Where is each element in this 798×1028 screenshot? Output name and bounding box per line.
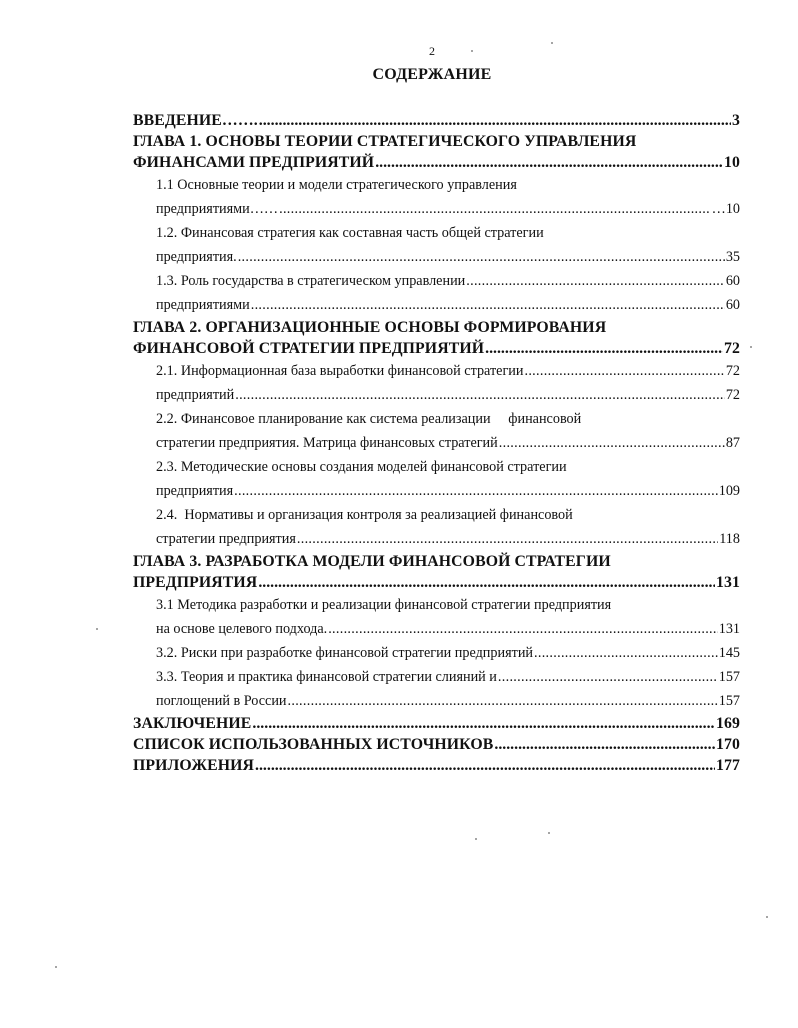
toc-line <box>156 527 740 551</box>
scan-speck <box>55 966 57 968</box>
toc-entry-title: предприятий <box>156 387 235 403</box>
toc-line <box>156 383 740 407</box>
toc-entry-title: предприятиями <box>156 297 250 313</box>
toc-line <box>156 665 740 689</box>
toc-page-number: 131 <box>718 621 740 637</box>
toc-entry-section-2-4[interactable] <box>133 503 740 551</box>
dot-leader <box>234 479 718 503</box>
toc-line <box>133 572 740 593</box>
toc-page-number: 118 <box>719 531 740 547</box>
toc-entry-section-1-2[interactable] <box>133 221 740 269</box>
page-title: СОДЕРЖАНИЕ <box>372 66 492 83</box>
toc-entry-section-3-3[interactable] <box>133 665 740 713</box>
scan-speck <box>766 916 768 918</box>
scan-speck <box>750 346 752 348</box>
toc-entry-title: ВВЕДЕНИЕ……. <box>133 112 258 129</box>
toc-page-number: 3 <box>732 112 740 129</box>
toc-line <box>133 734 740 755</box>
dot-leader <box>494 734 715 755</box>
toc-line <box>156 245 740 269</box>
toc-page-number: 157 <box>718 669 740 685</box>
dot-leader <box>235 383 725 407</box>
toc-line <box>156 293 740 317</box>
toc-line <box>133 338 740 359</box>
toc-line <box>133 152 740 173</box>
toc-page-number: …10 <box>711 201 740 217</box>
toc-entry-title: 2.1. Информационная база выработки финансовой стратегии <box>156 363 524 379</box>
dot-leader <box>466 269 725 293</box>
toc-entry-title: 3.3. Теория и практика финансовой стратегии слияний и <box>156 669 497 685</box>
toc-entry-title: 3.2. Риски при разработке финансовой стратегии предприятий <box>156 645 534 661</box>
dot-leader <box>524 359 724 383</box>
dot-leader <box>251 293 725 317</box>
dot-leader <box>259 110 731 131</box>
toc-entry-title: на основе целевого подхода. <box>156 621 328 637</box>
toc-entry-title: поглощений в России <box>156 693 287 709</box>
toc-page-number: 87 <box>725 435 740 451</box>
scan-speck <box>475 838 477 840</box>
toc-entry-title: СПИСОК ИСПОЛЬЗОВАННЫХ ИСТОЧНИКОВ <box>133 736 494 753</box>
toc-page-number: 145 <box>718 645 740 661</box>
toc-line <box>156 641 740 665</box>
dot-leader <box>328 617 718 641</box>
toc-entry-section-3-2[interactable] <box>133 641 740 665</box>
toc-entry-appendices[interactable] <box>133 755 740 776</box>
toc-entry-section-1-3[interactable] <box>133 269 740 317</box>
toc-page-number: 177 <box>716 757 740 774</box>
dot-leader <box>297 527 718 551</box>
scan-speck <box>471 50 473 52</box>
toc-line <box>133 755 740 776</box>
table-of-contents <box>133 110 740 776</box>
toc-entry-title: стратегии предприятия. Матрица финансовых стратегий <box>156 435 498 451</box>
toc-entry-title: ФИНАНСОВОЙ СТРАТЕГИИ ПРЕДПРИЯТИЙ <box>133 340 485 357</box>
dot-leader <box>279 197 711 221</box>
toc-page-number: 60 <box>725 273 740 289</box>
toc-entry-title: 2.4. Нормативы и организация контроля за реализацией финансовой <box>156 507 573 523</box>
toc-line <box>156 269 740 293</box>
toc-page-number: 109 <box>718 483 740 499</box>
dot-leader <box>534 641 718 665</box>
toc-entry-title: 1.2. Финансовая стратегия как составная часть общей стратегии <box>156 225 544 241</box>
toc-entry-title: ПРЕДПРИЯТИЯ <box>133 574 258 591</box>
toc-entry-title: ГЛАВА 2. ОРГАНИЗАЦИОННЫЕ ОСНОВЫ ФОРМИРОВАНИЯ <box>133 319 607 336</box>
scan-speck <box>96 628 98 630</box>
toc-entry-section-1-1[interactable] <box>133 173 740 221</box>
toc-entry-title: 2.3. Методические основы создания моделей финансовой стратегии <box>156 459 567 475</box>
toc-line <box>156 689 740 713</box>
dot-leader <box>258 572 715 593</box>
scan-speck <box>548 832 550 834</box>
dot-leader <box>375 152 723 173</box>
toc-page-number: 60 <box>725 297 740 313</box>
toc-line <box>133 110 740 131</box>
toc-entry-title: предприятиями…… <box>156 201 279 217</box>
page-number: 2 <box>429 44 435 58</box>
toc-entry-title: 2.2. Финансовое планирование как система реализации финансовой <box>156 411 582 427</box>
toc-entry-title: стратегии предприятия <box>156 531 296 547</box>
dot-leader <box>498 665 718 689</box>
toc-entry-title: ГЛАВА 3. РАЗРАБОТКА МОДЕЛИ ФИНАНСОВОЙ СТРАТЕГИИ <box>133 553 611 570</box>
toc-entry-title: ФИНАНСАМИ ПРЕДПРИЯТИЙ <box>133 154 375 171</box>
toc-line <box>156 359 740 383</box>
toc-entry-title: предприятия <box>156 483 234 499</box>
toc-line <box>133 713 740 734</box>
toc-entry-section-3-1[interactable] <box>133 593 740 641</box>
toc-entry-section-2-2[interactable] <box>133 407 740 455</box>
toc-entry-title: 1.3. Роль государства в стратегическом управлении <box>156 273 466 289</box>
toc-page-number: 72 <box>724 340 740 357</box>
toc-entry-chapter-1[interactable] <box>133 131 740 173</box>
dot-leader <box>238 245 725 269</box>
scan-speck <box>551 42 553 44</box>
toc-page-number: 35 <box>725 249 740 265</box>
toc-entry-chapter-3[interactable] <box>133 551 740 593</box>
toc-line <box>156 479 740 503</box>
toc-entry-title: ЗАКЛЮЧЕНИЕ <box>133 715 252 732</box>
toc-entry-chapter-2[interactable] <box>133 317 740 359</box>
toc-page-number: 170 <box>716 736 740 753</box>
toc-entry-conclusion[interactable] <box>133 713 740 734</box>
toc-entry-title: предприятия. <box>156 249 237 265</box>
toc-entry-section-2-1[interactable] <box>133 359 740 407</box>
toc-entry-section-2-3[interactable] <box>133 455 740 503</box>
toc-entry-title: ГЛАВА 1. ОСНОВЫ ТЕОРИИ СТРАТЕГИЧЕСКОГО УПРАВЛЕНИЯ <box>133 133 637 150</box>
toc-page-number: 157 <box>718 693 740 709</box>
toc-page-number: 131 <box>716 574 740 591</box>
toc-page-number: 72 <box>725 363 740 379</box>
toc-entry-introduction[interactable] <box>133 110 740 131</box>
dot-leader <box>485 338 723 359</box>
toc-entry-title: 1.1 Основные теории и модели стратегического управления <box>156 177 517 193</box>
toc-line <box>156 197 740 221</box>
toc-page-number: 10 <box>724 154 740 171</box>
dot-leader <box>252 713 715 734</box>
toc-line <box>156 617 740 641</box>
toc-entry-title: ПРИЛОЖЕНИЯ <box>133 757 255 774</box>
dot-leader <box>255 755 715 776</box>
toc-entry-references[interactable] <box>133 734 740 755</box>
toc-page-number: 72 <box>725 387 740 403</box>
toc-line <box>156 431 740 455</box>
dot-leader <box>499 431 725 455</box>
toc-page-number: 169 <box>716 715 740 732</box>
toc-entry-title: 3.1 Методика разработки и реализации финансовой стратегии предприятия <box>156 597 612 613</box>
dot-leader <box>288 689 718 713</box>
